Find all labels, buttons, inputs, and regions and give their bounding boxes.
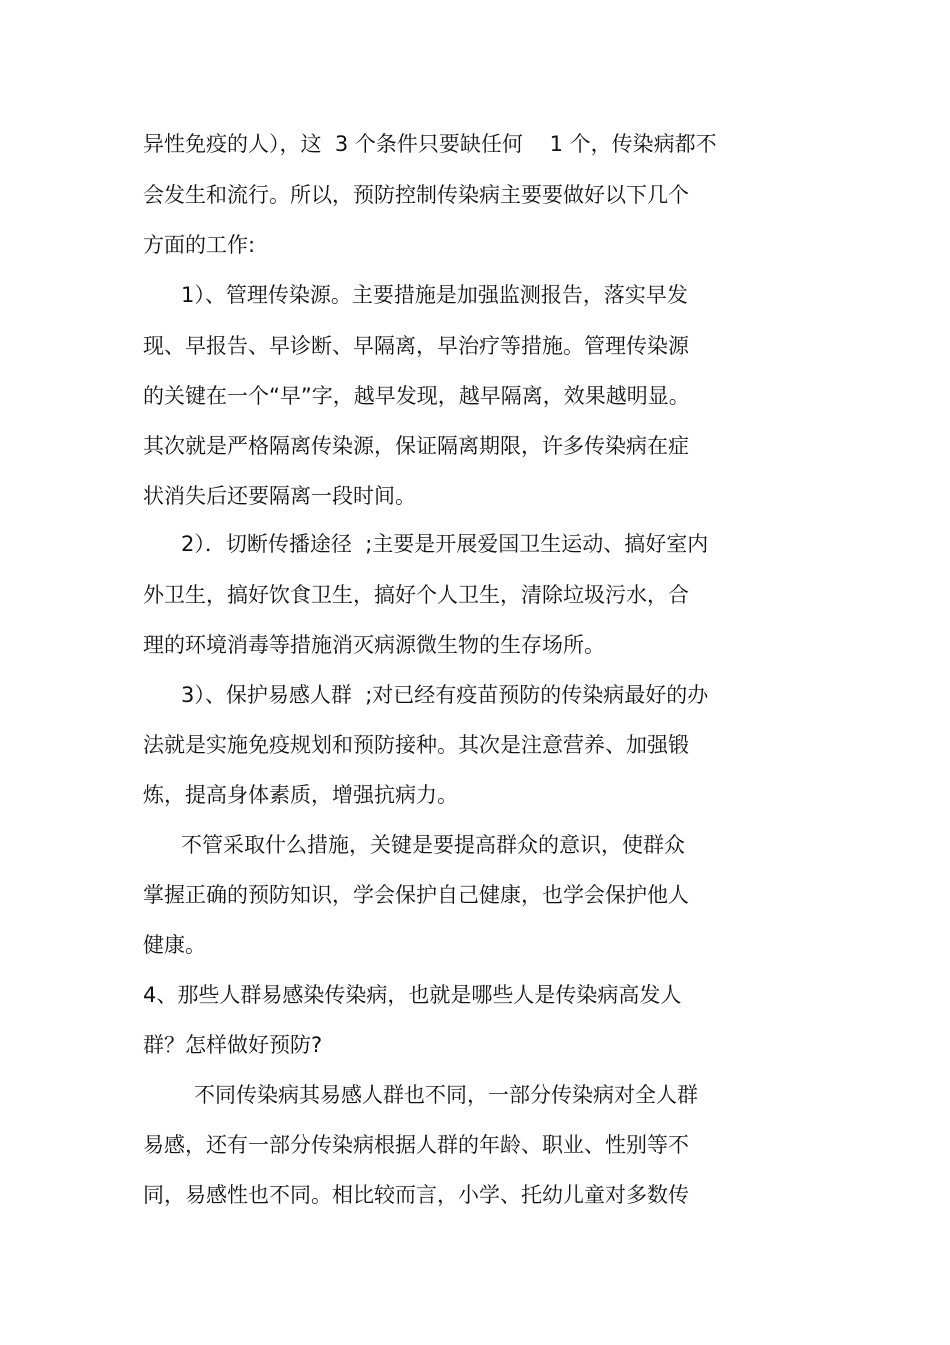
text-line: 理的环境消毒等措施消灭病源微生物的生存场所。 [143,633,605,657]
text-line: 炼，提高身体素质，增强抗病力。 [143,783,458,807]
text-line: 现、早报告、早诊断、早隔离，早治疗等措施。管理传染源 [143,334,689,358]
text-line: 的关键在一个“早”字，越早发现，越早隔离，效果越明显。 [143,384,690,408]
text-line: 1）、管理传染源。主要措施是加强监测报告，落实早发 [181,283,688,307]
text-line: 群？怎样做好预防? [143,1033,323,1057]
text-line: 外卫生，搞好饮食卫生，搞好个人卫生，清除垃圾污水，合 [143,583,689,607]
text-line: 会发生和流行。所以，预防控制传染病主要要做好以下几个 [143,183,689,207]
text-line: 2）．切断传播途径 ;主要是开展爱国卫生运动、搞好室内 [181,532,709,556]
text-line: 同，易感性也不同。相比较而言，小学、托幼儿童对多数传 [143,1183,689,1207]
text-line: 异性免疫的人），这 3 个条件只要缺任何 1 个，传染病都不 [143,132,717,156]
text-line: 掌握正确的预防知识，学会保护自己健康，也学会保护他人 [143,883,689,907]
text-line: 不同传染病其易感人群也不同，一部分传染病对全人群 [194,1083,698,1107]
text-line: 健康。 [143,933,206,957]
text-line: 易感，还有一部分传染病根据人群的年龄、职业、性别等不 [143,1133,689,1157]
text-line: 4、那些人群易感染传染病，也就是哪些人是传染病高发人 [143,983,682,1007]
text-line: 不管采取什么措施，关键是要提高群众的意识，使群众 [181,833,685,857]
text-line: 状消失后还要隔离一段时间。 [143,484,416,508]
text-line: 3）、保护易感人群 ;对已经有疫苗预防的传染病最好的办 [181,683,709,707]
text-line: 法就是实施免疫规划和预防接种。其次是注意营养、加强锻 [143,733,689,757]
text-line: 方面的工作: [143,233,256,257]
text-line: 其次就是严格隔离传染源，保证隔离期限，许多传染病在症 [143,434,689,458]
